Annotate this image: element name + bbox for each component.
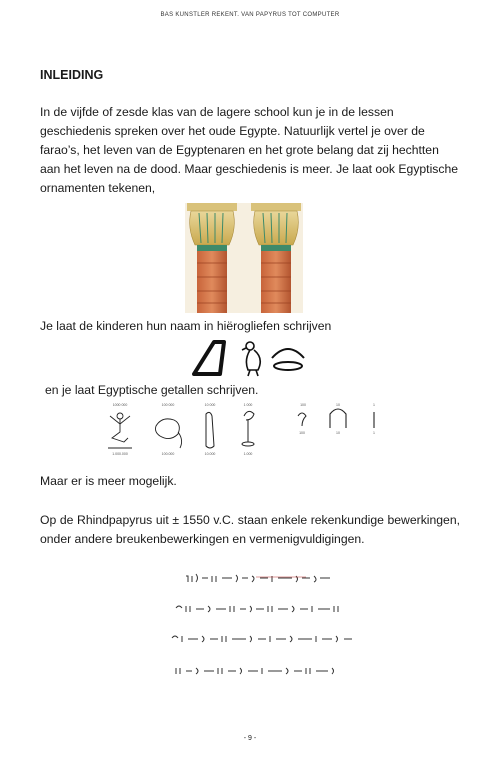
- page-number: - 9 -: [243, 735, 257, 742]
- million-glyph-icon: [108, 413, 132, 448]
- numeral-bottom-label: 1: [373, 431, 375, 435]
- hundred-glyph-icon: [298, 413, 306, 426]
- ten-glyph-icon: [330, 409, 346, 428]
- numeral-bottom-label: 1.000: [243, 452, 253, 456]
- numeral-top-label: 100 000: [161, 403, 175, 407]
- numeral-bottom-label: 10.000: [204, 452, 216, 456]
- section-title: INLEIDING: [40, 68, 104, 82]
- hieroglyph-names-paragraph: Je laat de kinderen hun naam in hiërogliefen schrijven: [40, 319, 332, 333]
- numeral-top-label: 100: [300, 403, 306, 407]
- numeral-bottom-label: 100.000: [161, 452, 175, 456]
- numeral-top-label: 1000 000: [112, 403, 128, 407]
- running-header: BAS KUNSTLER REKENT. VAN PAPYRUS TOT COMPUTER: [160, 12, 340, 18]
- hieratic-line-3: [172, 636, 352, 642]
- numeral-bottom-label: 100: [299, 431, 305, 435]
- hundred-thousand-glyph-icon: [156, 419, 182, 448]
- numeral-bottom-label: 1.000.000: [112, 452, 128, 456]
- more-paragraph: Maar er is meer mogelijk.: [40, 474, 177, 488]
- hieratic-line-4: [176, 668, 334, 674]
- intro-paragraph: In de vijfde of zesde klas van de lagere school kun je in de lessen geschiedenis spreken over het oude Egypte. Natuurlijk vertel je over de farao’s, het leven van de Egyptenaren en het grote belang dat zij hechtten aan het leven na de dood. Maar geschiedenis is meer. Je laat ook Egyptische ornamenten tekenen,: [40, 105, 459, 195]
- numeral-top-label: 10: [336, 403, 340, 407]
- rhind-papyrus-script-image: [110, 566, 400, 684]
- thousand-glyph-icon: [242, 411, 254, 446]
- numeral-top-label: 10 000: [204, 403, 216, 407]
- numeral-top-label: 1: [373, 403, 375, 407]
- ten-thousand-glyph-icon: [206, 412, 214, 448]
- name-hieroglyphs-image: [190, 338, 310, 378]
- egyptian-numerals-image: [98, 402, 398, 458]
- egyptian-columns-image: [185, 203, 303, 313]
- hieratic-line-1: [186, 574, 330, 582]
- numeral-top-label: 1 000: [243, 403, 253, 407]
- numeral-bottom-label: 10: [336, 431, 340, 435]
- rhind-paragraph: Op de Rhindpapyrus uit ± 1550 v.C. staan enkele rekenkundige bewerkingen, onder andere breukenbewerkingen en vermenigvuldigingen.: [40, 513, 460, 546]
- hieratic-line-2: [176, 606, 338, 612]
- numbers-paragraph: en je laat Egyptische getallen schrijven.: [45, 383, 259, 397]
